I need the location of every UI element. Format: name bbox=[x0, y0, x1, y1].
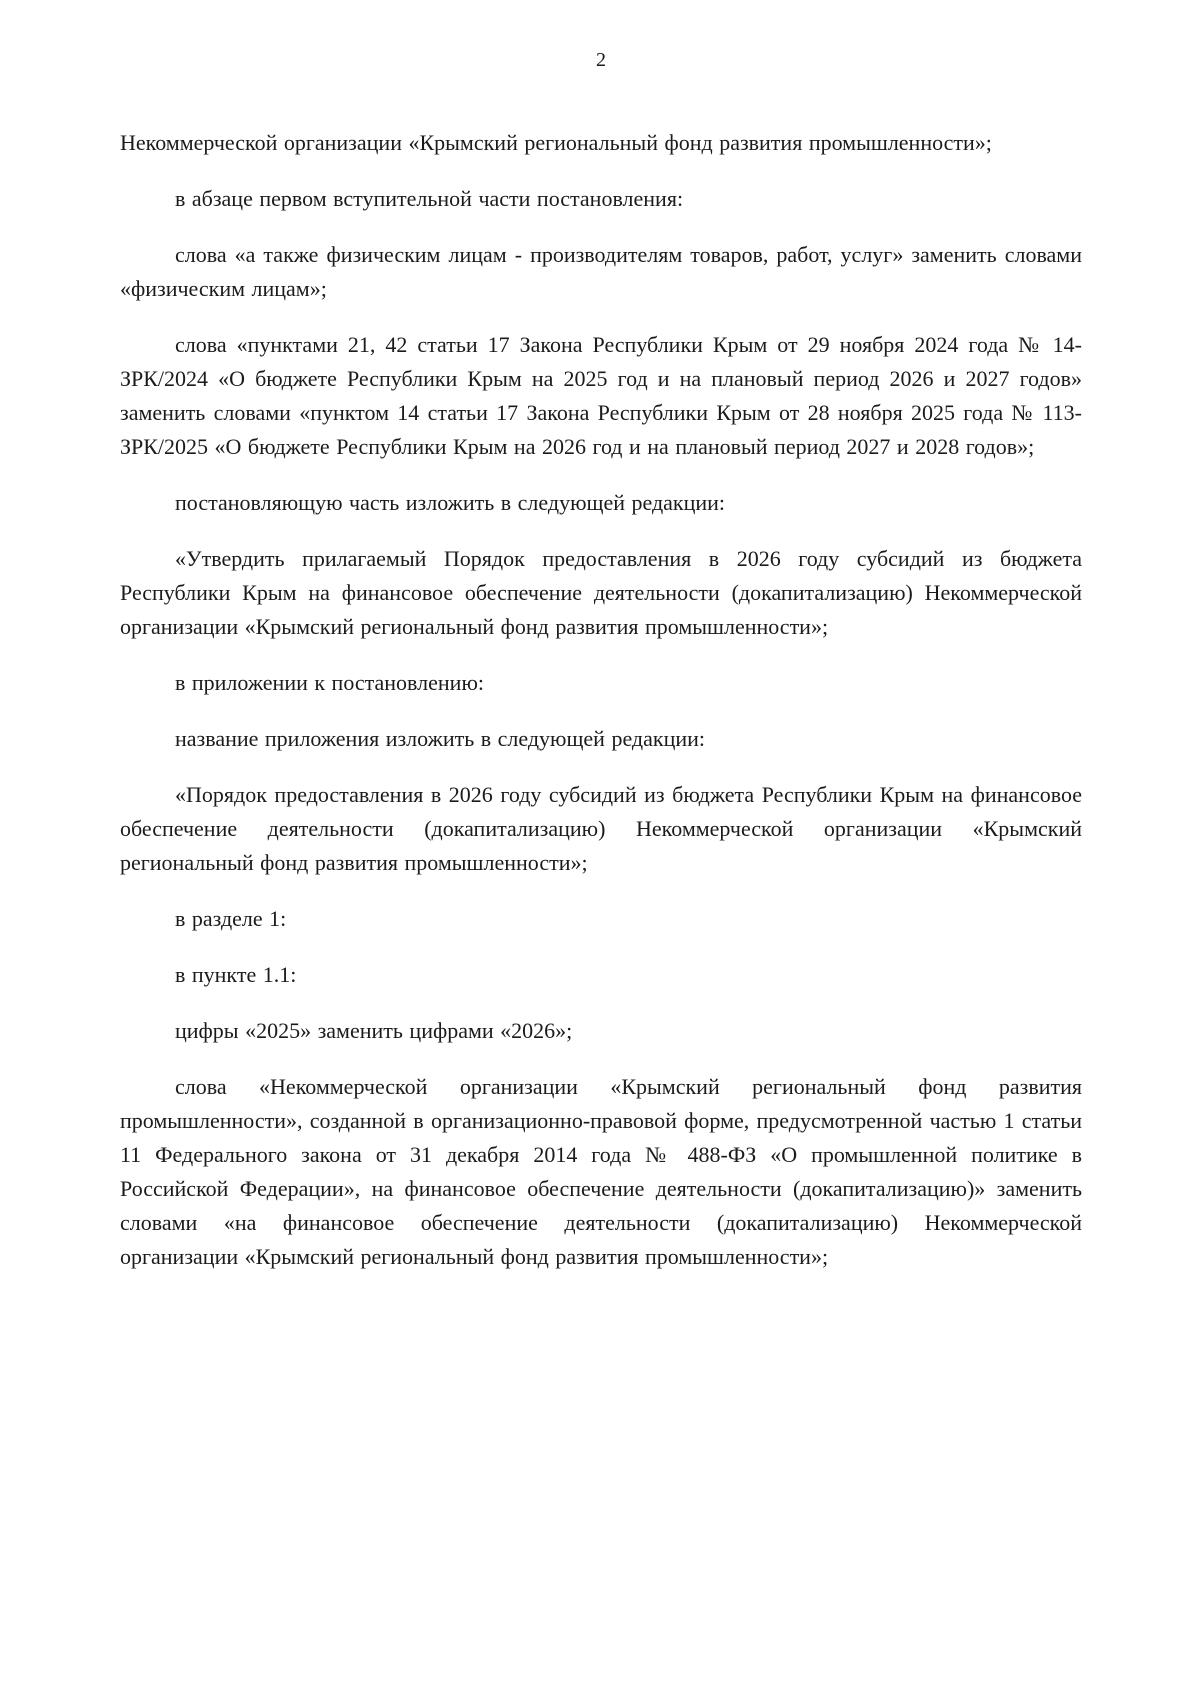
doc-paragraph: в приложении к постановлению: bbox=[175, 670, 484, 695]
doc-paragraph: «Порядок предоставления в 2026 году субсидий из бюджета Республики Крым на финансовое обеспечение деятельности (докапитализацию) Некоммерческой организации «Крымский региональный фонд развития промышленности»; bbox=[120, 782, 1082, 875]
document-body bbox=[120, 126, 1082, 1274]
doc-paragraph: слова «Некоммерческой организации «Крымский региональный фонд развития промышленности», созданной в организационно-правовой форме, предусмотренной частью 1 статьи 11 Федерального закона от 31 декабря 2014 года № 488-ФЗ «О промышленной политике в Российской Федерации», на финансовое обеспечение деятельности (докапитализацию)» заменить словами «на финансовое обеспечение деятельности (докапитализацию) Некоммерческой организации «Крымский региональный фонд развития промышленности»; bbox=[120, 1074, 1082, 1269]
doc-paragraph: цифры «2025» заменить цифрами «2026»; bbox=[175, 1018, 573, 1043]
page-number: 2 bbox=[596, 49, 606, 71]
doc-paragraph: в абзаце первом вступительной части постановления: bbox=[175, 186, 684, 211]
doc-paragraph: в разделе 1: bbox=[175, 906, 287, 931]
doc-paragraph: «Утвердить прилагаемый Порядок предоставления в 2026 году субсидий из бюджета Республики Крым на финансовое обеспечение деятельности (докапитализацию) Некоммерческой организации «Крымский региональный фонд развития промышленности»; bbox=[120, 546, 1082, 639]
doc-paragraph-continuation: Некоммерческой организации «Крымский региональный фонд развития промышленности»; bbox=[120, 130, 992, 155]
doc-paragraph: постановляющую часть изложить в следующей редакции: bbox=[175, 490, 726, 515]
doc-paragraph: в пункте 1.1: bbox=[175, 962, 297, 987]
doc-paragraph: название приложения изложить в следующей редакции: bbox=[175, 726, 706, 751]
doc-paragraph: слова «пунктами 21, 42 статьи 17 Закона Республики Крым от 29 ноября 2024 года № 14-ЗРК/2024 «О бюджете Республики Крым на 2025 год и на плановый период 2026 и 2027 годов» заменить словами «пунктом 14 статьи 17 Закона Республики Крым от 28 ноября 2025 года № 113-ЗРК/2025 «О бюджете Республики Крым на 2026 год и на плановый период 2027 и 2028 годов»; bbox=[120, 332, 1082, 459]
doc-paragraph: слова «а также физическим лицам - производителям товаров, работ, услуг» заменить словами «физическим лицам»; bbox=[120, 242, 1082, 301]
